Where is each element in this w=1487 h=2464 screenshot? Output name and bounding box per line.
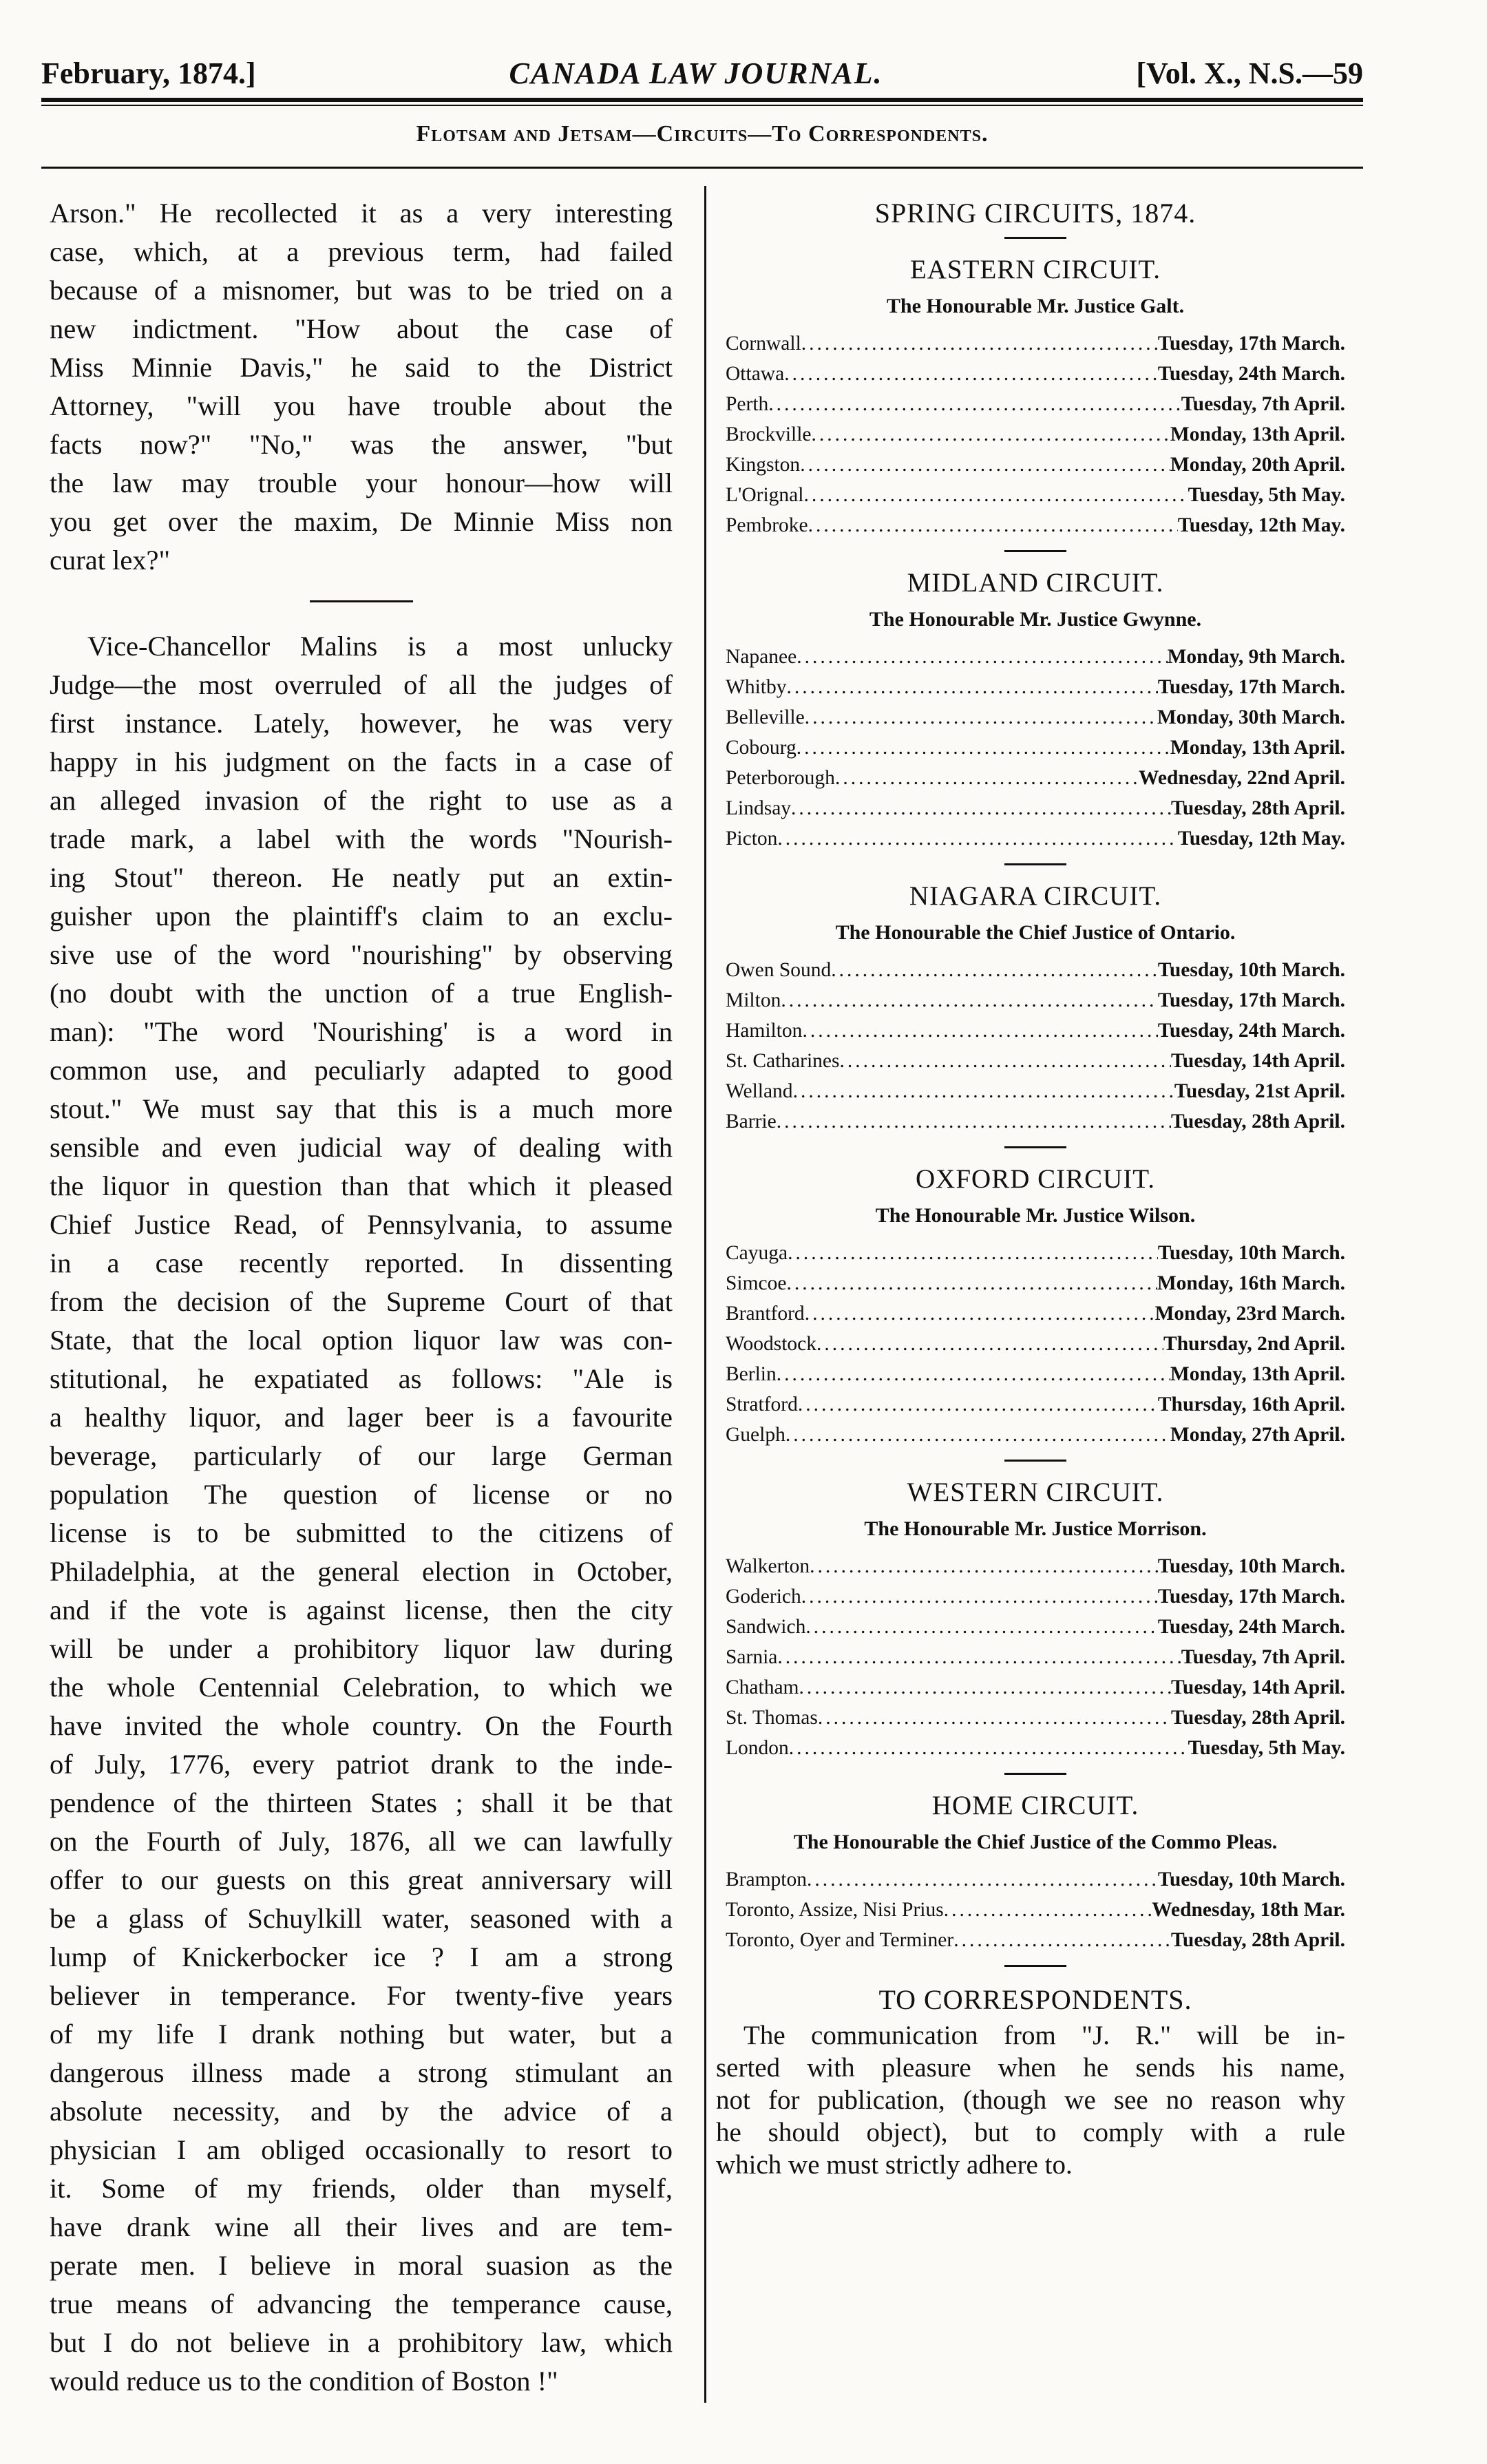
circuit-judge: The Honourable the Chief Justice of Ontario.: [835, 921, 1236, 944]
sittings-list: [726, 1238, 1345, 1450]
text-line: case, which, at a previous term, had failed: [50, 236, 673, 267]
leader-dots: [800, 450, 1170, 480]
sitting-row: [726, 793, 1345, 823]
right-column: [712, 194, 1359, 2181]
sitting-place: Perth: [726, 393, 769, 415]
text-line: stitutional, he expatiated as follows: "Ale is: [50, 1363, 673, 1394]
sitting-row: [726, 1015, 1345, 1046]
circuit-block: [712, 1475, 1359, 1775]
sitting-place: Walkerton: [726, 1555, 810, 1577]
sitting-date: Tuesday, 7th April.: [1181, 1646, 1345, 1668]
sitting-row: [726, 510, 1345, 540]
text-line: pendence of the thirteen States ; shall it be that: [50, 1787, 673, 1818]
sitting-place: St. Thomas: [726, 1707, 818, 1729]
text-line: from the decision of the Supreme Court of that: [50, 1286, 673, 1317]
circuit-name: OXFORD CIRCUIT.: [916, 1164, 1155, 1194]
leader-dots: [787, 1268, 1157, 1298]
circuit-block: [712, 1789, 1359, 1967]
circuit-block: [712, 879, 1359, 1148]
leader-dots: [802, 1015, 1157, 1046]
sitting-row: [726, 1733, 1345, 1763]
sitting-row: [726, 702, 1345, 733]
sitting-date: Monday, 30th March.: [1157, 706, 1345, 728]
sitting-row: [726, 1642, 1345, 1672]
text-line: in a case recently reported. In dissenting: [50, 1247, 673, 1278]
circuit-judge: The Honourable Mr. Justice Morrison.: [864, 1517, 1207, 1540]
text-line: Judge—the most overruled of all the judges of: [50, 669, 673, 700]
text-line: dangerous illness made a strong stimulant an: [50, 2057, 673, 2088]
text-line: new indictment. "How about the case of: [50, 313, 673, 344]
sitting-place: Simcoe: [726, 1272, 787, 1294]
sitting-place: L'Orignal: [726, 484, 804, 506]
sitting-place: Peterborough: [726, 767, 835, 789]
leader-dots: [840, 1046, 1171, 1076]
column-divider: [704, 186, 706, 2403]
text-line: perate men. I believe in moral suasion as the: [50, 2250, 673, 2281]
text-line: happy in his judgment on the facts in a case of: [50, 746, 673, 777]
sitting-date: Thursday, 16th April.: [1157, 1393, 1345, 1415]
text-line: of my life I drank nothing but water, but a: [50, 2019, 673, 2050]
text-line: beverage, particularly of our large German: [50, 1440, 673, 1471]
sitting-date: Monday, 13th April.: [1170, 1363, 1345, 1385]
sitting-place: Barrie: [726, 1110, 777, 1133]
sittings-list: [726, 328, 1345, 540]
text-line: stout." We must say that this is a much more: [50, 1093, 673, 1124]
sitting-row: [726, 642, 1345, 672]
sitting-date: Monday, 27th April.: [1170, 1424, 1345, 1446]
text-line: it. Some of my friends, older than myself,: [50, 2173, 673, 2204]
leader-dots: [789, 1733, 1188, 1763]
sitting-row: [726, 1703, 1345, 1733]
sitting-row: [726, 1864, 1345, 1895]
text-line: absolute necessity, and by the advice of a: [50, 2096, 673, 2127]
leader-dots: [808, 510, 1178, 540]
leader-dots: [784, 359, 1158, 389]
text-line: Arson." He recollected it as a very interesting: [50, 198, 673, 229]
text-line: lump of Knickerbocker ice ? I am a strong: [50, 1941, 673, 1972]
sitting-row: [726, 480, 1345, 510]
leader-dots: [803, 480, 1188, 510]
sitting-date: Tuesday, 28th April.: [1170, 1929, 1345, 1951]
sitting-date: Tuesday, 28th April.: [1170, 797, 1345, 819]
sitting-place: Stratford: [726, 1393, 798, 1415]
leader-dots: [805, 1612, 1158, 1642]
sitting-place: Woodstock: [726, 1333, 817, 1355]
text-line: a healthy liquor, and lager beer is a favourite: [50, 1402, 673, 1433]
sitting-place: Sarnia: [726, 1646, 778, 1668]
sitting-row: [726, 1612, 1345, 1642]
sitting-place: Brantford: [726, 1303, 805, 1325]
circuit-judge: The Honourable Mr. Justice Galt.: [886, 295, 1185, 317]
leader-dots: [777, 1359, 1170, 1389]
header-rule-thin: [41, 105, 1363, 106]
leader-dots: [781, 985, 1158, 1015]
sitting-row: [726, 672, 1345, 702]
text-line: have drank wine all their lives and are tem-: [50, 2211, 673, 2242]
leader-dots: [787, 672, 1158, 702]
sitting-row: [726, 1672, 1345, 1703]
sitting-place: Kingston: [726, 454, 801, 476]
sitting-date: Tuesday, 17th March.: [1157, 676, 1345, 698]
sitting-row: [726, 1389, 1345, 1420]
sitting-date: Monday, 16th March.: [1157, 1272, 1345, 1294]
leader-dots: [807, 1864, 1158, 1895]
leader-dots: [797, 642, 1167, 672]
leader-dots: [812, 419, 1170, 450]
circuit-separator: [1004, 1965, 1066, 1967]
sitting-row: [726, 823, 1345, 854]
sitting-date: Thursday, 2nd April.: [1163, 1333, 1345, 1355]
text-line: have invited the whole country. On the Fourth: [50, 1710, 673, 1741]
sitting-date: Tuesday, 24th March.: [1157, 1020, 1345, 1042]
circuits-list: [712, 253, 1359, 1967]
notice-line: he should object), but to comply with a rule: [716, 2118, 1345, 2147]
sitting-place: Owen Sound: [726, 959, 832, 981]
sitting-date: Tuesday, 10th March.: [1157, 1555, 1345, 1577]
sitting-place: Pembroke: [726, 514, 808, 536]
header-date: February, 1874.]: [41, 56, 256, 90]
text-line: Vice-Chancellor Malins is a most unlucky: [87, 631, 673, 662]
leader-dots: [805, 1298, 1155, 1329]
sitting-row: [726, 763, 1345, 793]
sitting-date: Monday, 13th April.: [1170, 737, 1345, 759]
text-line: would reduce us to the condition of Boston !": [50, 2366, 558, 2397]
sittings-list: [726, 642, 1345, 854]
text-line: the whole Centennial Celebration, to which we: [50, 1672, 673, 1703]
sitting-date: Wednesday, 18th Mar.: [1152, 1899, 1345, 1921]
sitting-row: [726, 1329, 1345, 1359]
paragraph-malins: [50, 627, 673, 2401]
sitting-place: Lindsay: [726, 797, 792, 819]
sitting-row: [726, 419, 1345, 450]
text-line: Attorney, "will you have trouble about the: [50, 390, 673, 421]
leader-dots: [785, 1420, 1170, 1450]
text-line: Chief Justice Read, of Pennsylvania, to assume: [50, 1209, 673, 1240]
sitting-row: [726, 1106, 1345, 1137]
text-line: offer to our guests on this great anniversary will: [50, 1864, 673, 1895]
notice-line: which we must strictly adhere to.: [716, 2150, 1073, 2180]
sitting-place: Picton: [726, 828, 778, 850]
sitting-date: Tuesday, 24th March.: [1157, 363, 1345, 385]
correspondents-notice: [712, 2019, 1359, 2181]
sitting-place: Chatham: [726, 1676, 799, 1698]
sitting-date: Monday, 20th April.: [1170, 454, 1345, 476]
sitting-place: Milton: [726, 989, 781, 1011]
text-line: ing Stout" thereon. He neatly put an extin-: [50, 862, 673, 893]
title-rule: [1004, 237, 1066, 239]
leader-dots: [797, 733, 1170, 763]
sitting-row: [726, 1298, 1345, 1329]
text-line: sive use of the word "nourishing" by observing: [50, 939, 673, 970]
sitting-row: [726, 359, 1345, 389]
sitting-place: Brampton: [726, 1868, 807, 1891]
sitting-place: Berlin: [726, 1363, 777, 1385]
header-rule-thick: [41, 98, 1363, 102]
sitting-place: Cayuga: [726, 1242, 788, 1264]
volume-number: [Vol. X., N.S.—59: [1136, 56, 1363, 90]
sitting-date: Tuesday, 17th March.: [1157, 333, 1345, 355]
circuit-separator: [1004, 1460, 1066, 1462]
sitting-row: [726, 1238, 1345, 1268]
sitting-place: Cobourg: [726, 737, 797, 759]
sitting-date: Tuesday, 21st April.: [1174, 1080, 1345, 1102]
leader-dots: [777, 1642, 1181, 1672]
circuits-title: SPRING CIRCUITS, 1874.: [874, 198, 1196, 229]
leader-dots: [768, 389, 1181, 419]
text-line: and if the vote is against license, then the city: [50, 1594, 673, 1625]
circuit-judge: The Honourable Mr. Justice Wilson.: [875, 1204, 1196, 1227]
sitting-date: Tuesday, 28th April.: [1170, 1707, 1345, 1729]
text-line: of July, 1776, every patriot drank to the inde-: [50, 1749, 673, 1780]
text-line: be a glass of Schuylkill water, seasoned with a: [50, 1903, 673, 1934]
sitting-row: [726, 1581, 1345, 1612]
text-line: guisher upon the plaintiff's claim to an exclu-: [50, 901, 673, 931]
leader-dots: [831, 955, 1158, 985]
sitting-date: Tuesday, 14th April.: [1170, 1050, 1345, 1072]
sitting-date: Tuesday, 10th March.: [1157, 1868, 1345, 1891]
sitting-place: Hamilton: [726, 1020, 803, 1042]
sitting-row: [726, 1268, 1345, 1298]
text-line: facts now?" "No," was the answer, "but: [50, 429, 673, 460]
sitting-place: Guelph: [726, 1424, 785, 1446]
sitting-place: Toronto, Oyer and Terminer: [726, 1929, 954, 1951]
sitting-place: St. Catharines: [726, 1050, 840, 1072]
sitting-date: Monday, 13th April.: [1170, 423, 1345, 445]
journal-title: CANADA LAW JOURNAL.: [509, 56, 883, 90]
sitting-row: [726, 1076, 1345, 1106]
leader-dots: [788, 1238, 1158, 1268]
circuit-name: NIAGARA CIRCUIT.: [909, 881, 1162, 911]
section-subheader: Flotsam and Jetsam—Circuits—To Correspondents.: [416, 121, 989, 147]
sitting-row: [726, 955, 1345, 985]
text-line: will be under a prohibitory liquor law during: [50, 1633, 673, 1664]
sitting-place: Whitby: [726, 676, 787, 698]
sitting-date: Tuesday, 17th March.: [1157, 1586, 1345, 1608]
sitting-place: Brockville: [726, 423, 812, 445]
section-separator: [310, 600, 413, 602]
sitting-place: Goderich: [726, 1586, 801, 1608]
sitting-place: Toronto, Assize, Nisi Prius: [726, 1899, 944, 1921]
circuit-judge: The Honourable the Chief Justice of the Commo Pleas.: [793, 1831, 1278, 1853]
sitting-date: Tuesday, 17th March.: [1157, 989, 1345, 1011]
text-line: Miss Minnie Davis," he said to the District: [50, 352, 673, 383]
sitting-date: Tuesday, 14th April.: [1170, 1676, 1345, 1698]
leader-dots: [816, 1329, 1163, 1359]
sitting-row: [726, 1046, 1345, 1076]
text-line: trade mark, a label with the words "Nourish-: [50, 823, 673, 854]
correspondents-title: TO CORRESPONDENTS.: [878, 1984, 1192, 2015]
leader-dots: [805, 702, 1157, 733]
sitting-row: [726, 389, 1345, 419]
leader-dots: [791, 793, 1171, 823]
sitting-row: [726, 1551, 1345, 1581]
leader-dots: [944, 1895, 1152, 1925]
circuit-separator: [1004, 1146, 1066, 1148]
sitting-place: Napanee: [726, 646, 797, 668]
text-line: sensible and even judicial way of dealing with: [50, 1132, 673, 1163]
text-line: but I do not believe in a prohibitory law, which: [50, 2327, 673, 2358]
sitting-row: [726, 328, 1345, 359]
leader-dots: [777, 823, 1177, 854]
sittings-list: [726, 1864, 1345, 1955]
leader-dots: [835, 763, 1139, 793]
circuit-name: MIDLAND CIRCUIT.: [907, 568, 1164, 598]
text-line: physician I am obliged occasionally to resort to: [50, 2134, 673, 2165]
text-line: (no doubt with the unction of a true English-: [50, 978, 673, 1009]
sitting-date: Wednesday, 22nd April.: [1138, 767, 1345, 789]
left-column: [50, 194, 673, 2401]
notice-line: serted with pleasure when he sends his name,: [716, 2053, 1345, 2083]
circuit-block: [712, 1162, 1359, 1462]
sitting-row: [726, 450, 1345, 480]
sitting-place: Belleville: [726, 706, 805, 728]
text-line: license is to be submitted to the citizens of: [50, 1517, 673, 1548]
circuit-name: HOME CIRCUIT.: [931, 1791, 1139, 1820]
sittings-list: [726, 1551, 1345, 1763]
circuit-name: WESTERN CIRCUIT.: [907, 1477, 1164, 1507]
circuit-block: [712, 566, 1359, 865]
sitting-date: Tuesday, 10th March.: [1157, 959, 1345, 981]
sitting-row: [726, 1420, 1345, 1450]
circuit-block: [712, 253, 1359, 552]
sitting-date: Tuesday, 5th May.: [1188, 484, 1345, 506]
text-line: true means of advancing the temperance cause,: [50, 2288, 673, 2319]
leader-dots: [810, 1551, 1158, 1581]
sitting-date: Tuesday, 7th April.: [1181, 393, 1345, 415]
text-line: an alleged invasion of the right to use as a: [50, 785, 673, 816]
text-line: you get over the maxim, De Minnie Miss non: [50, 506, 673, 537]
sitting-row: [726, 733, 1345, 763]
text-line: State, that the local option liquor law was con-: [50, 1325, 673, 1356]
subheader-rule: [41, 167, 1363, 169]
sitting-row: [726, 985, 1345, 1015]
leader-dots: [801, 1581, 1158, 1612]
sitting-date: Tuesday, 10th March.: [1157, 1242, 1345, 1264]
sitting-date: Tuesday, 28th April.: [1170, 1110, 1345, 1133]
sitting-date: Monday, 9th March.: [1167, 646, 1345, 668]
sitting-place: Ottawa: [726, 363, 785, 385]
leader-dots: [799, 1672, 1171, 1703]
text-line: man): "The word 'Nourishing' is a word in: [50, 1016, 673, 1047]
leader-dots: [798, 1389, 1158, 1420]
text-line: because of a misnomer, but was to be tried on a: [50, 275, 673, 306]
notice-line: not for publication, (though we see no reason why: [716, 2085, 1345, 2115]
circuit-separator: [1004, 550, 1066, 552]
sitting-row: [726, 1359, 1345, 1389]
sitting-date: Monday, 23rd March.: [1154, 1303, 1345, 1325]
leader-dots: [818, 1703, 1171, 1733]
sitting-date: Tuesday, 24th March.: [1157, 1616, 1345, 1638]
circuit-separator: [1004, 863, 1066, 865]
text-line: believer in temperance. For twenty-five years: [50, 1980, 673, 2011]
text-line: the law may trouble your honour—how will: [50, 467, 673, 498]
circuit-judge: The Honourable Mr. Justice Gwynne.: [869, 608, 1202, 631]
text-line: common use, and peculiarly adapted to good: [50, 1055, 673, 1086]
sitting-date: Tuesday, 12th May.: [1177, 514, 1345, 536]
paragraph-arson: [50, 194, 673, 580]
sitting-place: Cornwall: [726, 333, 801, 355]
sitting-place: London: [726, 1737, 789, 1759]
notice-line: The communication from "J. R." will be in-: [744, 2021, 1345, 2050]
sitting-date: Tuesday, 12th May.: [1177, 828, 1345, 850]
sitting-row: [726, 1925, 1345, 1955]
sittings-list: [726, 955, 1345, 1137]
text-line: Philadelphia, at the general election in October,: [50, 1556, 673, 1587]
page-header: [41, 36, 1363, 91]
text-line: first instance. Lately, however, he was very: [50, 708, 673, 739]
text-line: the liquor in question than that which it pleased: [50, 1170, 673, 1201]
text-line: population The question of license or no: [50, 1479, 673, 1510]
sitting-place: Welland: [726, 1080, 793, 1102]
text-line: on the Fourth of July, 1876, all we can lawfully: [50, 1826, 673, 1857]
circuit-name: EASTERN CIRCUIT.: [909, 255, 1161, 284]
circuit-separator: [1004, 1773, 1066, 1775]
sitting-place: Sandwich: [726, 1616, 806, 1638]
sitting-date: Tuesday, 5th May.: [1188, 1737, 1345, 1759]
sitting-row: [726, 1895, 1345, 1925]
leader-dots: [793, 1076, 1174, 1106]
leader-dots: [801, 328, 1158, 359]
text-line: curat lex?": [50, 545, 171, 576]
leader-dots: [953, 1925, 1171, 1955]
leader-dots: [777, 1106, 1171, 1137]
